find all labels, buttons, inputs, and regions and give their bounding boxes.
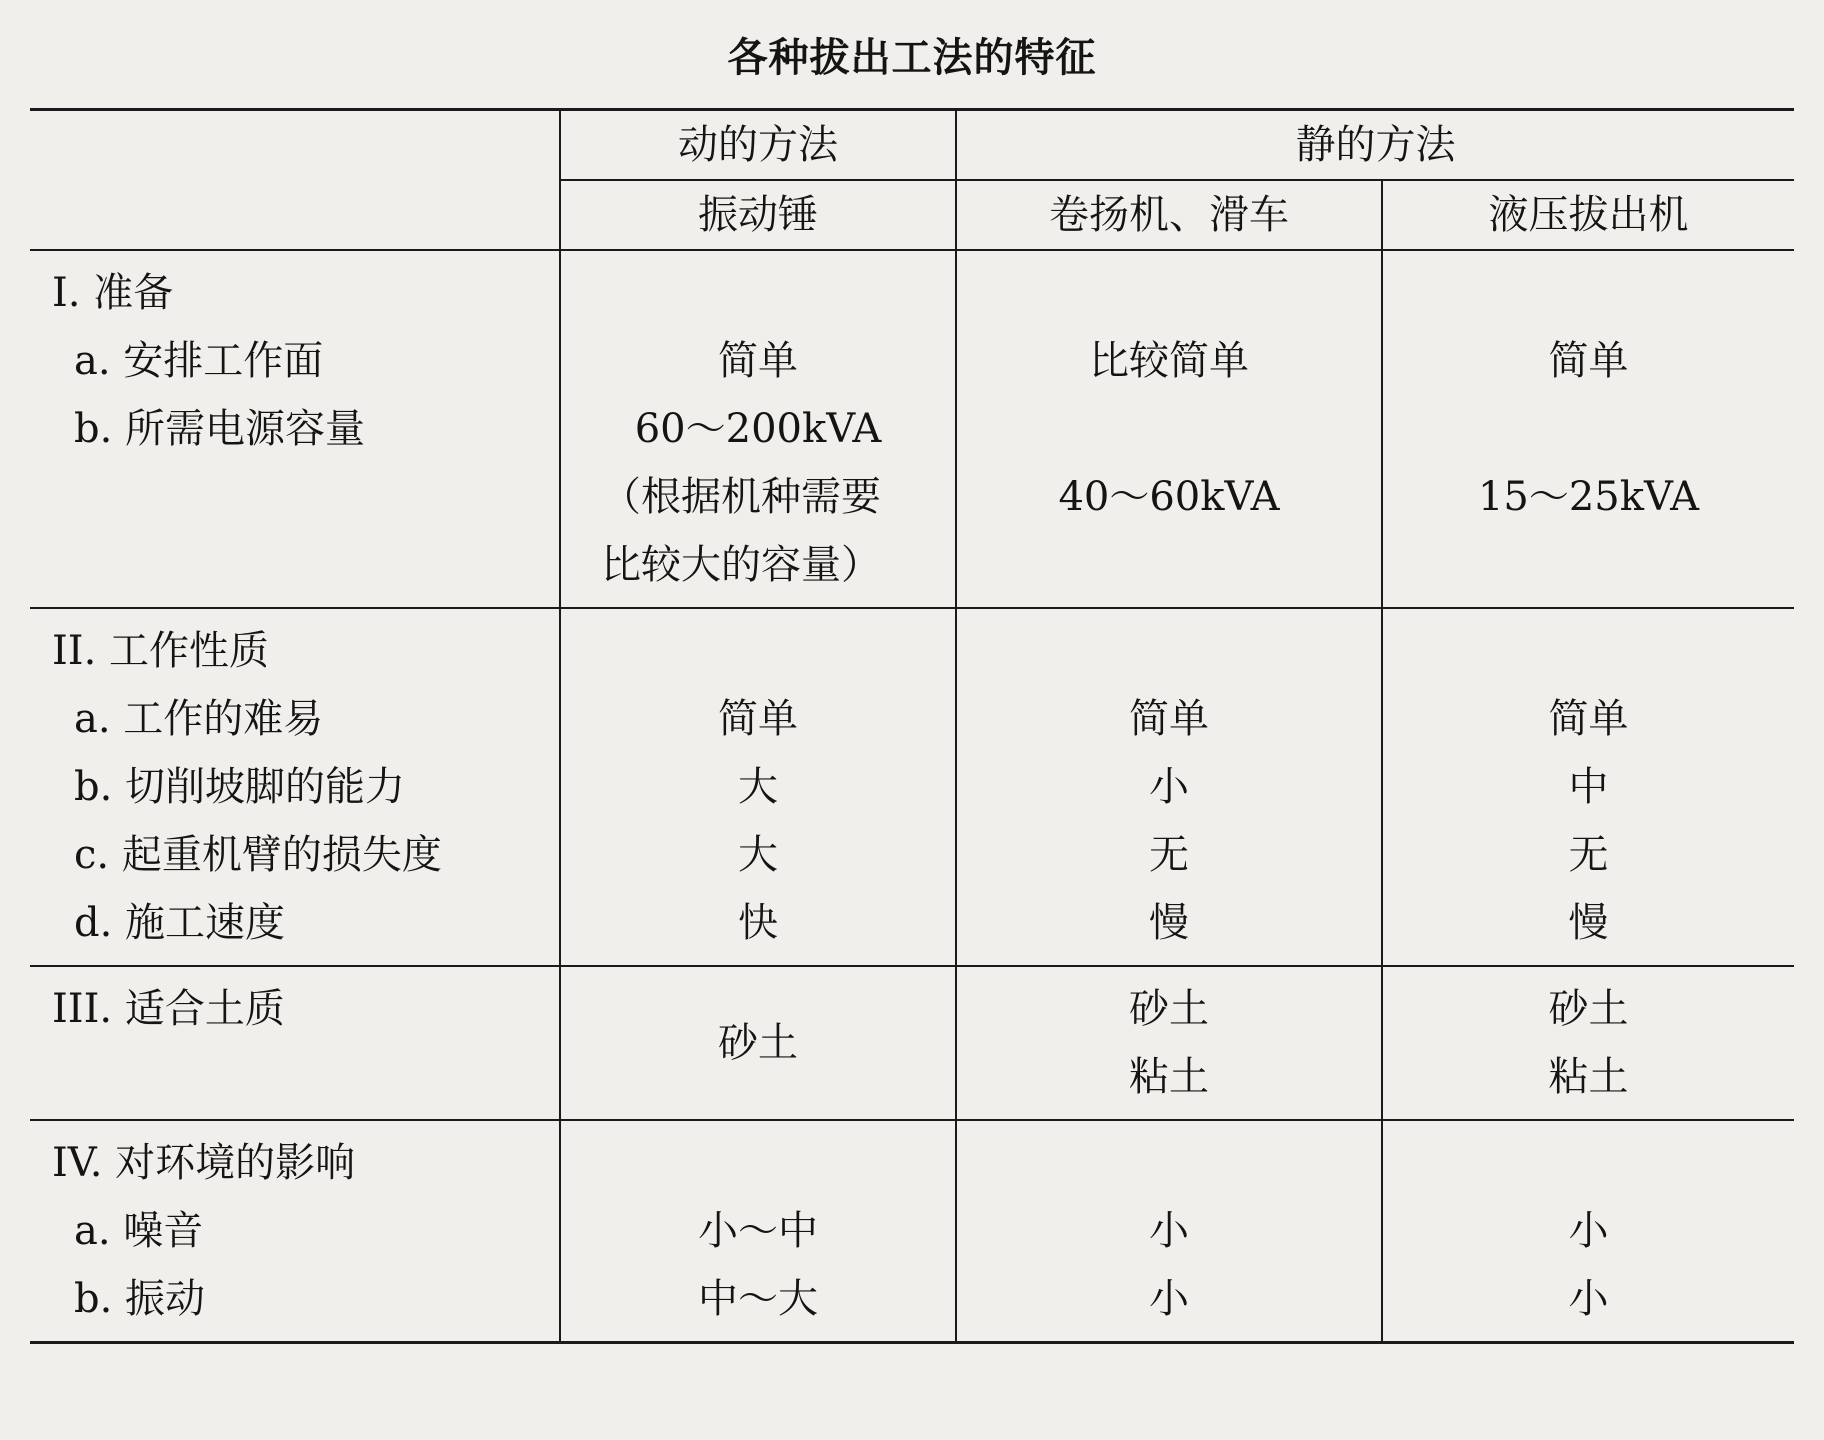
section-env-row bbox=[30, 1120, 1794, 1343]
env-a-label: a. 噪音 bbox=[74, 1208, 204, 1254]
prep-vibro-b3: 比较大的容量） bbox=[601, 542, 881, 588]
prep-vibro-b1: 60～200kVA bbox=[634, 406, 882, 452]
work-hydraulic-a: 简单 bbox=[1548, 696, 1629, 742]
section-prep-labels bbox=[30, 250, 560, 608]
env-vibro-a: 小～中 bbox=[698, 1208, 818, 1254]
prep-a-label: a. 安排工作面 bbox=[74, 338, 324, 384]
header-corner-cell bbox=[30, 110, 560, 251]
section-env-labels bbox=[30, 1120, 560, 1343]
work-a-label: a. 工作的难易 bbox=[74, 696, 324, 742]
work-d-label: d. 施工速度 bbox=[74, 900, 286, 946]
prep-winch-b: 40～60kVA bbox=[1058, 474, 1280, 520]
work-vibro-b: 大 bbox=[738, 764, 778, 810]
soil-vibro: 砂土 bbox=[718, 1020, 798, 1066]
header-row-1 bbox=[30, 110, 1794, 181]
comparison-table-wrap bbox=[30, 108, 1794, 1344]
soil-winch-l1: 砂土 bbox=[1129, 986, 1209, 1032]
soil-winch-l2: 粘土 bbox=[1129, 1054, 1209, 1100]
prep-vibro-b2: （根据机种需要 bbox=[601, 474, 881, 520]
prep-vibro-a: 简单 bbox=[718, 338, 798, 384]
prep-winch-cell bbox=[956, 250, 1382, 608]
work-vibro-cell bbox=[560, 608, 956, 966]
soil-hydraulic-l1: 砂土 bbox=[1548, 986, 1629, 1032]
work-b-label: b. 切削坡脚的能力 bbox=[74, 764, 406, 810]
env-vibro-cell bbox=[560, 1120, 956, 1343]
section-env-title: IV. 对环境的影响 bbox=[52, 1140, 356, 1186]
env-hydraulic-cell bbox=[1382, 1120, 1794, 1343]
section-prep-title: I. 准备 bbox=[52, 270, 174, 316]
section-work-title: II. 工作性质 bbox=[52, 628, 270, 674]
work-winch-cell bbox=[956, 608, 1382, 966]
section-soil-title: III. 适合土质 bbox=[52, 986, 285, 1032]
env-vibro-b: 中～大 bbox=[698, 1276, 818, 1322]
work-c-label: c. 起重机臂的损失度 bbox=[74, 832, 442, 878]
prep-winch-a: 比较简单 bbox=[1089, 338, 1249, 384]
soil-vibro-cell bbox=[560, 966, 956, 1120]
work-hydraulic-c: 无 bbox=[1568, 832, 1609, 878]
prep-hydraulic-b: 15～25kVA bbox=[1477, 474, 1700, 520]
header-dynamic: 动的方法 bbox=[560, 110, 956, 181]
comparison-table bbox=[30, 108, 1794, 1344]
work-vibro-d: 快 bbox=[738, 900, 778, 946]
env-winch-cell bbox=[956, 1120, 1382, 1343]
env-winch-b: 小 bbox=[1149, 1276, 1189, 1322]
section-work-labels bbox=[30, 608, 560, 966]
prep-vibro-cell bbox=[560, 250, 956, 608]
section-soil-row bbox=[30, 966, 1794, 1120]
prep-hydraulic-cell bbox=[1382, 250, 1794, 608]
work-hydraulic-b: 中 bbox=[1568, 764, 1609, 810]
header-hydraulic: 液压拔出机 bbox=[1382, 180, 1794, 250]
work-winch-b: 小 bbox=[1149, 764, 1189, 810]
work-hydraulic-cell bbox=[1382, 608, 1794, 966]
env-winch-a: 小 bbox=[1149, 1208, 1189, 1254]
prep-hydraulic-a: 简单 bbox=[1548, 338, 1629, 384]
work-vibro-a: 简单 bbox=[718, 696, 798, 742]
section-soil-labels bbox=[30, 966, 560, 1120]
work-hydraulic-d: 慢 bbox=[1568, 900, 1609, 946]
header-vibro: 振动锤 bbox=[560, 180, 956, 250]
header-winch: 卷扬机、滑车 bbox=[956, 180, 1382, 250]
prep-b-label: b. 所需电源容量 bbox=[74, 406, 366, 452]
work-winch-c: 无 bbox=[1149, 832, 1189, 878]
env-hydraulic-a: 小 bbox=[1568, 1208, 1609, 1254]
env-b-label: b. 振动 bbox=[74, 1276, 206, 1322]
work-vibro-c: 大 bbox=[738, 832, 778, 878]
soil-hydraulic-l2: 粘土 bbox=[1548, 1054, 1629, 1100]
work-winch-a: 简单 bbox=[1129, 696, 1209, 742]
section-prep-row bbox=[30, 250, 1794, 608]
env-hydraulic-b: 小 bbox=[1568, 1276, 1609, 1322]
soil-hydraulic-cell bbox=[1382, 966, 1794, 1120]
soil-winch-cell bbox=[956, 966, 1382, 1120]
section-work-row bbox=[30, 608, 1794, 966]
table-title: 各种拔出工法的特征 bbox=[727, 34, 1097, 81]
work-winch-d: 慢 bbox=[1149, 900, 1189, 946]
header-static: 静的方法 bbox=[956, 110, 1794, 181]
